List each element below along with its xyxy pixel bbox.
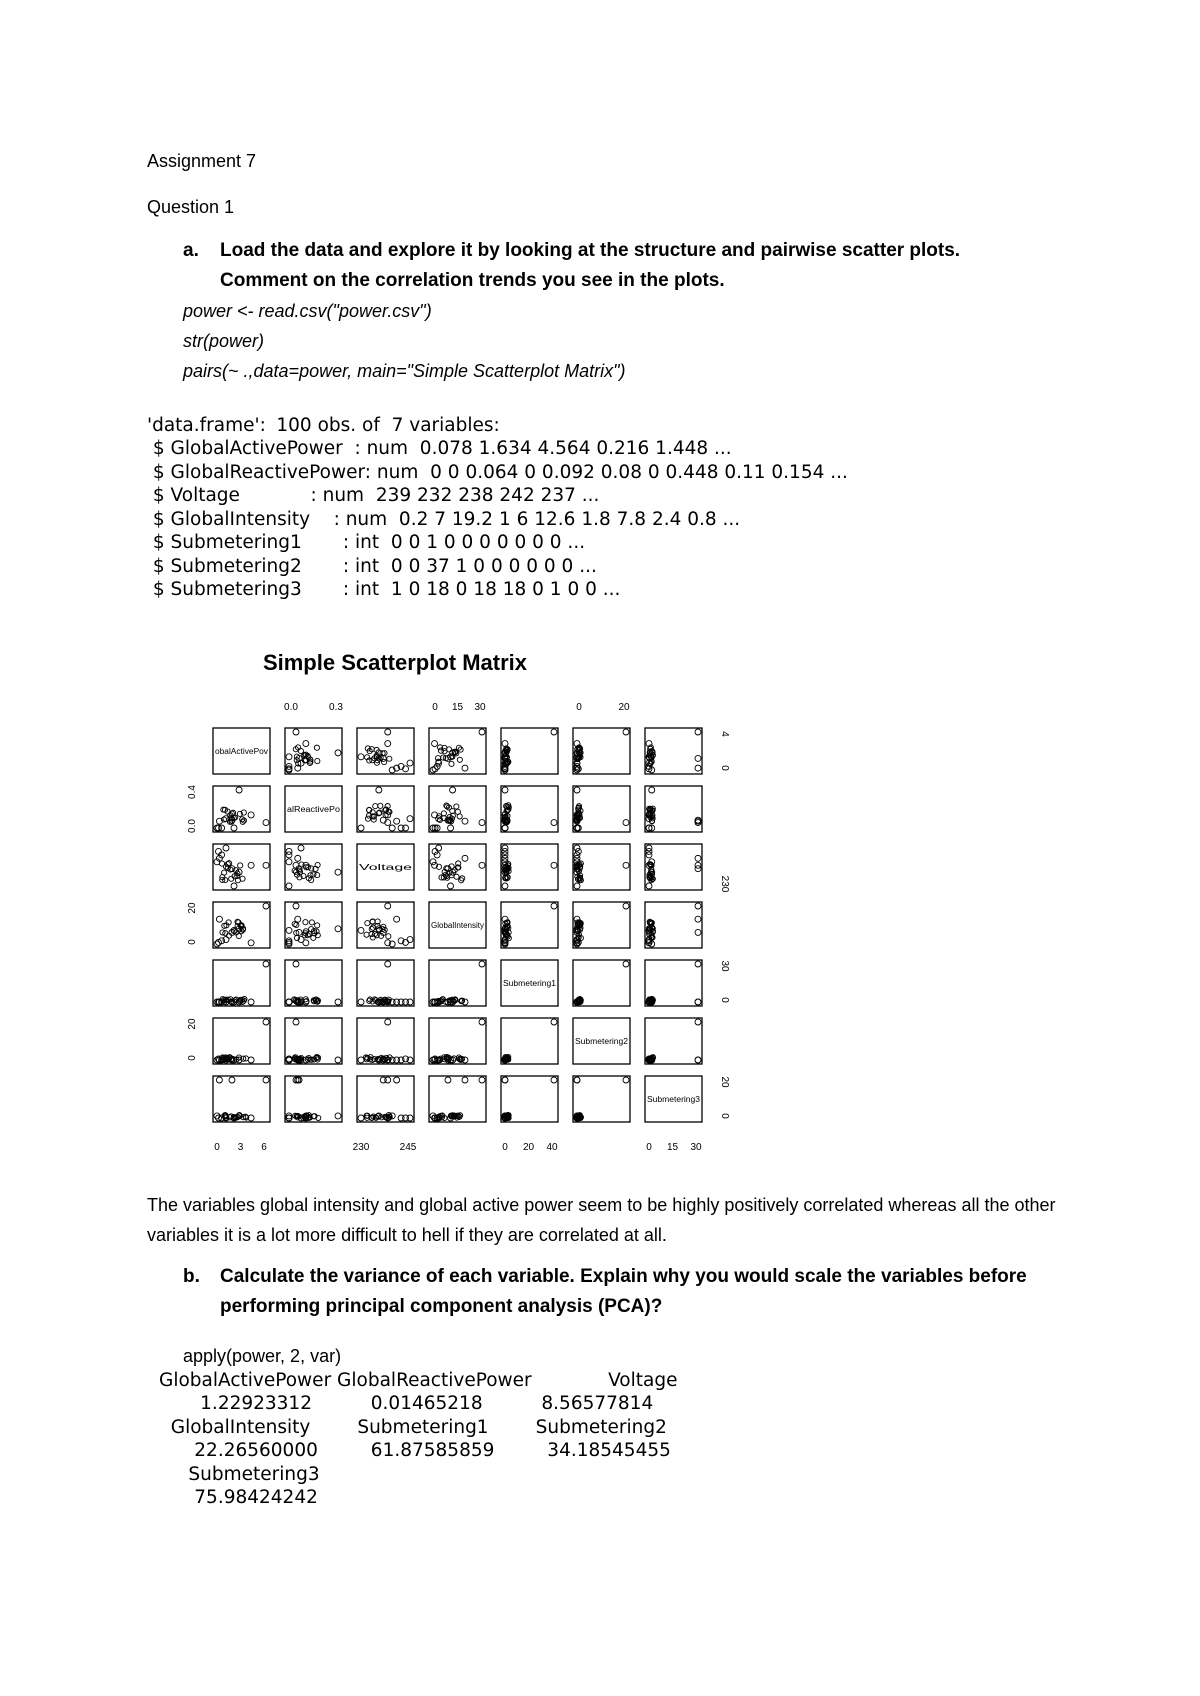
data-point — [335, 750, 341, 756]
data-point — [286, 927, 292, 933]
data-point — [407, 999, 413, 1005]
data-point — [646, 852, 652, 858]
chart-title: Simple Scatterplot Matrix — [262, 650, 528, 675]
data-point — [309, 920, 314, 925]
question-heading: Question 1 — [147, 197, 235, 217]
data-point — [432, 848, 438, 854]
diagonal-label: Submetering1 — [503, 979, 557, 988]
data-point — [292, 921, 297, 926]
data-point — [386, 934, 391, 939]
data-point — [263, 820, 269, 826]
tick-label: 4 — [719, 731, 730, 737]
data-point — [398, 999, 404, 1005]
data-point — [695, 755, 701, 761]
data-point — [335, 1057, 341, 1063]
data-point — [502, 855, 508, 861]
data-point — [574, 852, 580, 858]
data-point — [293, 1019, 299, 1025]
matrix-panel — [285, 1076, 342, 1122]
code-line-str: str(power) — [183, 331, 265, 351]
str-output-line: $ GlobalActivePower : num 0.078 1.634 4.564 0.216 1.448 ... — [147, 438, 732, 459]
tick-label: 6 — [261, 1142, 267, 1153]
data-point — [479, 820, 485, 826]
data-point — [551, 903, 557, 909]
data-point — [236, 933, 241, 938]
data-point — [311, 872, 316, 877]
data-point — [358, 999, 364, 1005]
tick-label: 0.4 — [187, 785, 198, 799]
data-point — [286, 859, 292, 865]
tick-label: 0 — [502, 1142, 508, 1153]
data-point — [446, 747, 451, 752]
str-output-line: $ Submetering3 : int 1 0 18 0 18 18 0 1 0 0 ... — [147, 579, 621, 600]
data-point — [574, 883, 580, 889]
diagonal-label: Voltage — [359, 863, 414, 872]
data-point — [462, 1077, 468, 1083]
data-point — [479, 862, 485, 868]
diagonal-label: GlobalIntensity — [431, 921, 484, 930]
tick-label: 15 — [451, 702, 464, 713]
data-point — [293, 729, 299, 735]
tick-label: 0.0 — [284, 702, 298, 713]
data-point — [385, 903, 391, 909]
diagonal-label: alReactivePo — [287, 805, 341, 814]
data-point — [407, 937, 413, 943]
tick-label: 0.0 — [187, 819, 198, 833]
data-point — [248, 812, 254, 818]
data-point — [695, 866, 701, 872]
data-point — [407, 760, 413, 766]
data-point — [231, 883, 237, 889]
data-point — [286, 848, 292, 854]
data-point — [695, 999, 701, 1005]
data-point — [293, 961, 299, 967]
data-point — [623, 729, 629, 735]
tick-label: 0 — [719, 1113, 730, 1119]
data-point — [248, 940, 254, 946]
part-b-question-line1: Calculate the variance of each variable. Explain why you would scale the variables before — [220, 1266, 1027, 1287]
data-point — [303, 920, 308, 925]
data-point — [454, 804, 459, 809]
tick-label: 15 — [666, 1142, 679, 1153]
assignment-title: Assignment 7 — [147, 151, 257, 171]
data-point — [502, 883, 508, 889]
data-point — [451, 1056, 456, 1061]
data-point — [695, 1019, 701, 1025]
data-point — [551, 862, 557, 868]
data-point — [298, 845, 304, 851]
data-point — [695, 862, 701, 868]
data-point — [479, 961, 485, 967]
data-point — [695, 729, 701, 735]
data-point — [502, 1077, 508, 1083]
tick-label: 0 — [719, 997, 730, 1003]
data-point — [369, 926, 374, 931]
data-point — [574, 787, 580, 793]
matrix-panel — [573, 786, 630, 832]
tick-label: 0 — [214, 1142, 220, 1153]
data-point — [394, 1077, 400, 1083]
data-point — [286, 883, 292, 889]
str-output-line: $ GlobalIntensity : num 0.2 7 19.2 1 6 12.6 1.8 7.8 2.4 0.8 ... — [147, 509, 741, 530]
data-point — [449, 761, 454, 766]
part-a-marker: a. — [183, 240, 199, 261]
variance-output-line: GlobalIntensity Submetering1 Submetering2 — [159, 1417, 667, 1438]
code-line-read-csv: power <- read.csv("power.csv") — [183, 301, 432, 321]
part-b-marker: b. — [183, 1266, 200, 1287]
data-point — [407, 1115, 413, 1121]
diagonal-label: obalActivePov — [215, 747, 268, 756]
data-point — [502, 787, 508, 793]
data-point — [502, 845, 508, 851]
diagonal-label: Submetering3 — [647, 1095, 701, 1104]
data-point — [479, 1019, 485, 1025]
data-point — [479, 729, 485, 735]
data-point — [574, 855, 580, 861]
data-point — [378, 803, 383, 808]
data-point — [358, 754, 364, 760]
tick-label: 40 — [546, 1142, 558, 1153]
data-point — [394, 916, 400, 922]
data-point — [551, 729, 557, 735]
tick-label: 0.3 — [329, 702, 343, 713]
data-point — [216, 1077, 222, 1083]
data-point — [366, 813, 371, 818]
data-point — [315, 758, 320, 763]
data-point — [623, 1077, 629, 1083]
data-point — [551, 1019, 557, 1025]
data-point — [574, 1077, 580, 1083]
data-point — [263, 903, 269, 909]
data-point — [575, 848, 581, 854]
data-point — [387, 756, 392, 761]
data-point — [398, 1115, 404, 1121]
data-point — [286, 754, 292, 760]
data-point — [385, 961, 391, 967]
str-output-line: 'data.frame': 100 obs. of 7 variables: — [147, 415, 500, 436]
data-point — [695, 765, 701, 771]
variance-output-line: Submetering3 — [159, 1464, 320, 1485]
data-point — [263, 1077, 269, 1083]
data-point — [623, 820, 629, 826]
data-point — [303, 940, 309, 946]
data-point — [695, 1057, 701, 1063]
data-point — [358, 927, 364, 933]
data-point — [238, 863, 243, 868]
data-point — [231, 825, 237, 831]
data-point — [335, 999, 341, 1005]
data-point — [263, 961, 269, 967]
data-point — [448, 825, 454, 831]
variance-output-line: 22.26560000 61.87585859 34.18545455 — [159, 1440, 671, 1461]
data-point — [502, 848, 508, 854]
str-output-line: $ Submetering1 : int 0 0 1 0 0 0 0 0 0 0 ... — [147, 532, 586, 553]
data-point — [434, 852, 440, 858]
data-point — [479, 1077, 485, 1083]
data-point — [248, 862, 254, 868]
data-point — [462, 855, 468, 861]
tick-label: 20 — [187, 1018, 198, 1030]
variance-output-line: 1.22923312 0.01465218 8.56577814 — [159, 1393, 654, 1414]
str-output-line: $ Voltage : num 239 232 238 242 237 ... — [147, 485, 600, 506]
data-point — [454, 874, 459, 879]
data-point — [335, 869, 341, 875]
tick-label: 20 — [187, 902, 198, 914]
tick-label: 30 — [719, 960, 730, 972]
data-point — [385, 729, 391, 735]
data-point — [462, 765, 468, 771]
data-point — [695, 903, 701, 909]
tick-label: 0 — [187, 939, 198, 945]
data-point — [551, 1077, 557, 1083]
data-point — [365, 921, 370, 926]
data-point — [295, 855, 301, 861]
data-point — [293, 903, 299, 909]
data-point — [389, 825, 395, 831]
data-point — [695, 916, 701, 922]
data-point — [436, 845, 442, 851]
data-point — [358, 825, 364, 831]
tick-label: 20 — [719, 1076, 730, 1088]
data-point — [229, 1077, 235, 1083]
data-point — [695, 929, 701, 935]
data-point — [394, 818, 400, 824]
data-point — [358, 1115, 364, 1121]
str-output-line: $ Submetering2 : int 0 0 37 1 0 0 0 0 0 0 ... — [147, 556, 597, 577]
data-point — [263, 1019, 269, 1025]
data-point — [450, 787, 456, 793]
data-point — [649, 787, 655, 793]
data-point — [315, 923, 320, 928]
tick-label: 20 — [522, 1142, 535, 1153]
scatterplot-matrix — [187, 640, 755, 1153]
tick-label: 30 — [474, 702, 486, 713]
variance-output-line: 75.98424242 — [159, 1487, 318, 1508]
tick-label: 30 — [690, 1142, 702, 1153]
data-point — [457, 757, 462, 762]
tick-label: 0 — [432, 702, 438, 713]
part-b-question-line2: performing principal component analysis (PCA)? — [220, 1296, 663, 1317]
data-point — [335, 926, 341, 932]
tick-label: 0 — [646, 1142, 652, 1153]
data-point — [263, 862, 269, 868]
tick-label: 20 — [618, 702, 630, 713]
data-point — [373, 804, 378, 809]
data-point — [398, 825, 404, 831]
tick-label: 0 — [719, 765, 730, 771]
part-a-comment: The variables global intensity and global active power seem to be highly positively correlated whereas all the other variables it is a lot more difficult to hell if they are correlated at all. — [147, 1195, 1056, 1245]
data-point — [216, 916, 222, 922]
data-point — [248, 1057, 254, 1063]
data-point — [376, 787, 382, 793]
data-point — [623, 903, 629, 909]
tick-label: 230 — [719, 875, 730, 893]
tick-label: 3 — [237, 1142, 244, 1153]
code-line-pairs: pairs(~ .,data=power, main="Simple Scatterplot Matrix") — [183, 361, 626, 381]
data-point — [695, 961, 701, 967]
tick-label: 230 — [352, 1142, 370, 1153]
data-point — [380, 1077, 386, 1083]
data-point — [646, 845, 652, 851]
tick-label: 0 — [187, 1055, 198, 1061]
data-point — [574, 845, 580, 851]
diagonal-label: Submetering2 — [575, 1037, 629, 1046]
data-point — [502, 852, 508, 858]
str-output-line: $ GlobalReactivePower: num 0 0 0.064 0 0.092 0.08 0 0.448 0.11 0.154 ... — [147, 462, 848, 483]
data-point — [223, 845, 229, 851]
data-point — [646, 883, 652, 889]
data-point — [462, 818, 468, 824]
data-point — [430, 859, 436, 865]
data-point — [286, 852, 292, 858]
data-point — [314, 745, 319, 750]
data-point — [335, 1113, 341, 1119]
part-a-question-line2: Comment on the correlation trends you see in the plots. — [220, 270, 725, 291]
code-line-apply: apply(power, 2, var) — [183, 1346, 342, 1366]
data-point — [455, 809, 460, 814]
data-point — [448, 883, 454, 889]
part-a-question-line1: Load the data and explore it by looking at the structure and pairwise scatter plots. — [220, 240, 961, 261]
data-point — [407, 816, 413, 822]
data-point — [248, 999, 254, 1005]
data-point — [432, 741, 438, 747]
data-point — [646, 848, 652, 854]
data-point — [241, 818, 246, 823]
data-point — [385, 1019, 391, 1025]
data-point — [623, 862, 629, 868]
data-point — [303, 741, 309, 747]
tick-label: 0 — [576, 702, 582, 713]
variance-output-line: GlobalActivePower GlobalReactivePower Voltage — [159, 1370, 678, 1391]
data-point — [382, 759, 387, 764]
tick-label: 245 — [399, 1142, 417, 1153]
data-point — [551, 820, 557, 826]
data-point — [623, 961, 629, 967]
data-point — [219, 861, 224, 866]
data-point — [385, 741, 391, 747]
data-point — [445, 1077, 451, 1083]
data-point — [502, 825, 508, 831]
data-point — [236, 787, 242, 793]
data-point — [695, 855, 701, 861]
data-point — [364, 932, 369, 937]
data-point — [438, 748, 443, 753]
